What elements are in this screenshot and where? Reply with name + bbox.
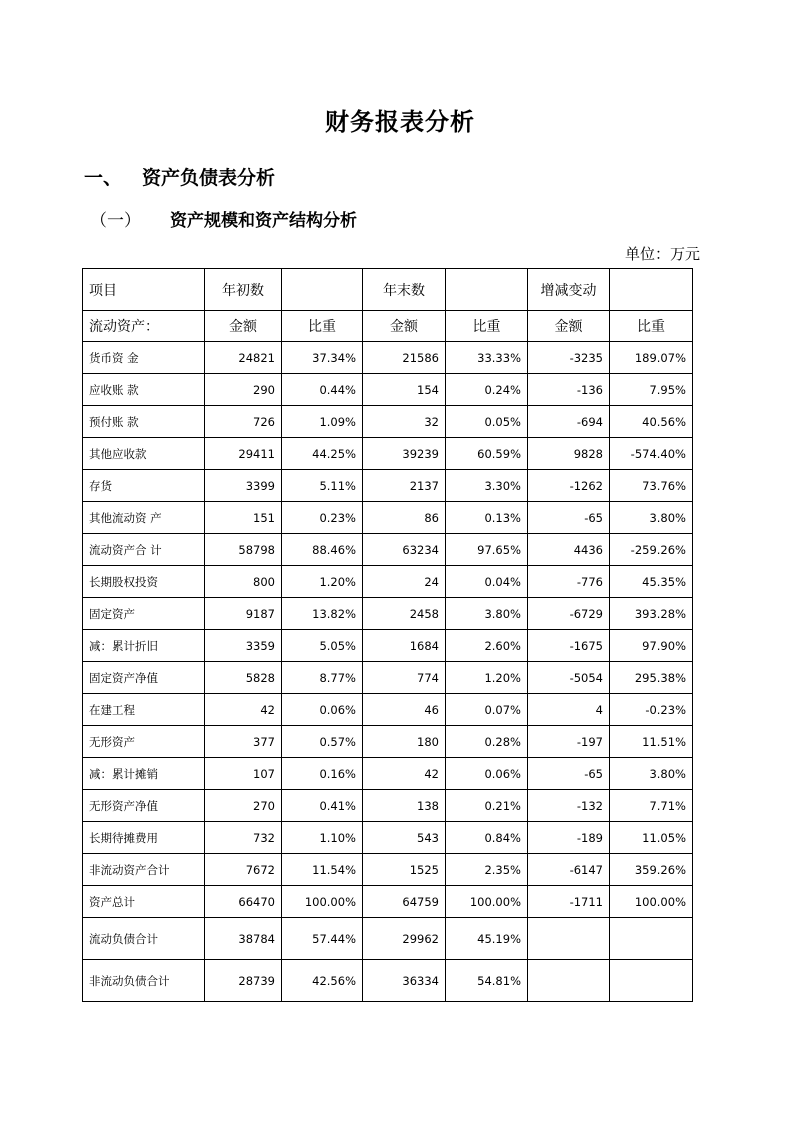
header-empty (282, 269, 363, 311)
change-amount: -694 (528, 406, 610, 438)
begin-ratio: 5.11% (282, 470, 363, 502)
table-row (83, 758, 693, 790)
section-heading (84, 163, 275, 190)
table-row (83, 918, 693, 960)
begin-ratio: 88.46% (282, 534, 363, 566)
begin-amount: 3399 (205, 470, 282, 502)
row-label: 无形资产 (83, 726, 205, 758)
table-row (83, 374, 693, 406)
end-ratio: 33.33% (446, 342, 528, 374)
end-ratio: 0.13% (446, 502, 528, 534)
row-label: 流动负债合计 (83, 918, 205, 960)
row-label: 流动资产合 计 (83, 534, 205, 566)
begin-ratio: 100.00% (282, 886, 363, 918)
change-amount: -189 (528, 822, 610, 854)
end-ratio: 2.60% (446, 630, 528, 662)
change-ratio: 3.80% (610, 502, 693, 534)
end-amount: 39239 (363, 438, 446, 470)
header-item: 项目 (83, 269, 205, 311)
table-row (83, 342, 693, 374)
begin-amount: 732 (205, 822, 282, 854)
begin-ratio: 0.57% (282, 726, 363, 758)
begin-amount: 7672 (205, 854, 282, 886)
row-label: 其他应收款 (83, 438, 205, 470)
document-title: 财务报表分析 (325, 108, 475, 136)
row-label: 预付账 款 (83, 406, 205, 438)
end-amount: 29962 (363, 918, 446, 960)
row-label: 其他流动资 产 (83, 502, 205, 534)
change-ratio: 97.90% (610, 630, 693, 662)
end-ratio: 0.28% (446, 726, 528, 758)
end-amount: 36334 (363, 960, 446, 1002)
end-amount: 64759 (363, 886, 446, 918)
row-label: 减：累计折旧 (83, 630, 205, 662)
row-label: 非流动资产合计 (83, 854, 205, 886)
subsection-title: 资产规模和资产结构分析 (170, 211, 357, 231)
begin-amount: 24821 (205, 342, 282, 374)
begin-ratio: 44.25% (282, 438, 363, 470)
subsection-heading (90, 206, 357, 231)
row-label: 减：累计摊销 (83, 758, 205, 790)
table-row (83, 502, 693, 534)
begin-amount: 58798 (205, 534, 282, 566)
section-title: 资产负债表分析 (142, 167, 276, 189)
row-label: 在建工程 (83, 694, 205, 726)
change-ratio: 3.80% (610, 758, 693, 790)
end-amount: 774 (363, 662, 446, 694)
end-ratio: 0.05% (446, 406, 528, 438)
end-ratio: 0.04% (446, 566, 528, 598)
subheader-ratio: 比重 (610, 311, 693, 342)
table-row (83, 854, 693, 886)
end-amount: 24 (363, 566, 446, 598)
end-ratio: 3.30% (446, 470, 528, 502)
subheader-amount: 金额 (363, 311, 446, 342)
end-amount: 86 (363, 502, 446, 534)
table-row (83, 470, 693, 502)
section-number: 一、 (84, 167, 123, 189)
begin-amount: 38784 (205, 918, 282, 960)
end-amount: 543 (363, 822, 446, 854)
change-amount: -65 (528, 758, 610, 790)
change-ratio: 393.28% (610, 598, 693, 630)
begin-amount: 42 (205, 694, 282, 726)
change-amount: -1262 (528, 470, 610, 502)
row-label: 应收账 款 (83, 374, 205, 406)
subheader-amount: 金额 (205, 311, 282, 342)
begin-ratio: 42.56% (282, 960, 363, 1002)
end-ratio: 54.81% (446, 960, 528, 1002)
subheader-amount: 金额 (528, 311, 610, 342)
end-amount: 180 (363, 726, 446, 758)
end-amount: 1684 (363, 630, 446, 662)
begin-amount: 377 (205, 726, 282, 758)
table-header-row (83, 269, 693, 311)
end-amount: 2458 (363, 598, 446, 630)
table-row (83, 694, 693, 726)
row-label: 存货 (83, 470, 205, 502)
begin-amount: 151 (205, 502, 282, 534)
table-row (83, 960, 693, 1002)
header-end-year: 年末数 (363, 269, 446, 311)
begin-amount: 800 (205, 566, 282, 598)
header-empty (610, 269, 693, 311)
end-ratio: 0.07% (446, 694, 528, 726)
table-row (83, 406, 693, 438)
begin-ratio: 1.09% (282, 406, 363, 438)
change-amount: -776 (528, 566, 610, 598)
end-amount: 138 (363, 790, 446, 822)
table-row (83, 790, 693, 822)
change-amount: -6729 (528, 598, 610, 630)
table-row (83, 822, 693, 854)
begin-ratio: 1.20% (282, 566, 363, 598)
change-amount: -5054 (528, 662, 610, 694)
change-amount: 9828 (528, 438, 610, 470)
change-amount (528, 960, 610, 1002)
header-change: 增减变动 (528, 269, 610, 311)
table-row (83, 662, 693, 694)
change-amount: 4436 (528, 534, 610, 566)
table-row (83, 886, 693, 918)
change-amount: 4 (528, 694, 610, 726)
subheader-current-assets: 流动资产： (83, 311, 205, 342)
subheader-ratio: 比重 (282, 311, 363, 342)
change-ratio: 7.95% (610, 374, 693, 406)
table-row (83, 438, 693, 470)
change-amount: -6147 (528, 854, 610, 886)
end-ratio: 0.21% (446, 790, 528, 822)
end-ratio: 0.24% (446, 374, 528, 406)
begin-amount: 5828 (205, 662, 282, 694)
change-amount: -1675 (528, 630, 610, 662)
begin-amount: 290 (205, 374, 282, 406)
change-ratio: -0.23% (610, 694, 693, 726)
end-ratio: 3.80% (446, 598, 528, 630)
unit-label: 单位：万元 (624, 245, 700, 263)
end-amount: 42 (363, 758, 446, 790)
end-ratio: 60.59% (446, 438, 528, 470)
change-amount: -1711 (528, 886, 610, 918)
begin-ratio: 0.06% (282, 694, 363, 726)
change-ratio: 100.00% (610, 886, 693, 918)
begin-amount: 28739 (205, 960, 282, 1002)
change-ratio (610, 918, 693, 960)
row-label: 固定资产 (83, 598, 205, 630)
change-ratio: -259.26% (610, 534, 693, 566)
begin-ratio: 57.44% (282, 918, 363, 960)
subheader-ratio: 比重 (446, 311, 528, 342)
change-amount (528, 918, 610, 960)
table-row (83, 726, 693, 758)
change-amount: -136 (528, 374, 610, 406)
end-ratio: 97.65% (446, 534, 528, 566)
table-row (83, 598, 693, 630)
change-ratio: 7.71% (610, 790, 693, 822)
begin-amount: 270 (205, 790, 282, 822)
begin-amount: 3359 (205, 630, 282, 662)
change-ratio: -574.40% (610, 438, 693, 470)
begin-ratio: 0.23% (282, 502, 363, 534)
end-ratio: 0.06% (446, 758, 528, 790)
subsection-number: （一） (90, 211, 141, 231)
change-amount: -132 (528, 790, 610, 822)
begin-ratio: 37.34% (282, 342, 363, 374)
change-ratio: 295.38% (610, 662, 693, 694)
change-ratio: 40.56% (610, 406, 693, 438)
end-ratio: 0.84% (446, 822, 528, 854)
end-amount: 32 (363, 406, 446, 438)
balance-sheet-table (82, 268, 693, 1002)
end-amount: 2137 (363, 470, 446, 502)
end-amount: 1525 (363, 854, 446, 886)
change-ratio: 45.35% (610, 566, 693, 598)
begin-ratio: 0.41% (282, 790, 363, 822)
begin-ratio: 11.54% (282, 854, 363, 886)
end-ratio: 45.19% (446, 918, 528, 960)
table-subheader-row (83, 311, 693, 342)
change-ratio: 73.76% (610, 470, 693, 502)
begin-amount: 66470 (205, 886, 282, 918)
change-ratio: 11.51% (610, 726, 693, 758)
change-ratio: 359.26% (610, 854, 693, 886)
header-begin-year: 年初数 (205, 269, 282, 311)
end-amount: 154 (363, 374, 446, 406)
end-ratio: 2.35% (446, 854, 528, 886)
end-ratio: 100.00% (446, 886, 528, 918)
begin-amount: 726 (205, 406, 282, 438)
change-ratio: 189.07% (610, 342, 693, 374)
change-amount: -65 (528, 502, 610, 534)
end-ratio: 1.20% (446, 662, 528, 694)
begin-ratio: 8.77% (282, 662, 363, 694)
row-label: 货币资 金 (83, 342, 205, 374)
begin-ratio: 5.05% (282, 630, 363, 662)
change-ratio (610, 960, 693, 1002)
row-label: 长期待摊费用 (83, 822, 205, 854)
begin-amount: 9187 (205, 598, 282, 630)
begin-ratio: 0.44% (282, 374, 363, 406)
begin-ratio: 0.16% (282, 758, 363, 790)
end-amount: 63234 (363, 534, 446, 566)
end-amount: 21586 (363, 342, 446, 374)
change-amount: -3235 (528, 342, 610, 374)
end-amount: 46 (363, 694, 446, 726)
begin-ratio: 1.10% (282, 822, 363, 854)
begin-ratio: 13.82% (282, 598, 363, 630)
begin-amount: 29411 (205, 438, 282, 470)
change-ratio: 11.05% (610, 822, 693, 854)
table-row (83, 630, 693, 662)
row-label: 资产总计 (83, 886, 205, 918)
row-label: 长期股权投资 (83, 566, 205, 598)
header-empty (446, 269, 528, 311)
row-label: 固定资产净值 (83, 662, 205, 694)
change-amount: -197 (528, 726, 610, 758)
row-label: 无形资产净值 (83, 790, 205, 822)
begin-amount: 107 (205, 758, 282, 790)
table-row (83, 534, 693, 566)
table-row (83, 566, 693, 598)
row-label: 非流动负债合计 (83, 960, 205, 1002)
